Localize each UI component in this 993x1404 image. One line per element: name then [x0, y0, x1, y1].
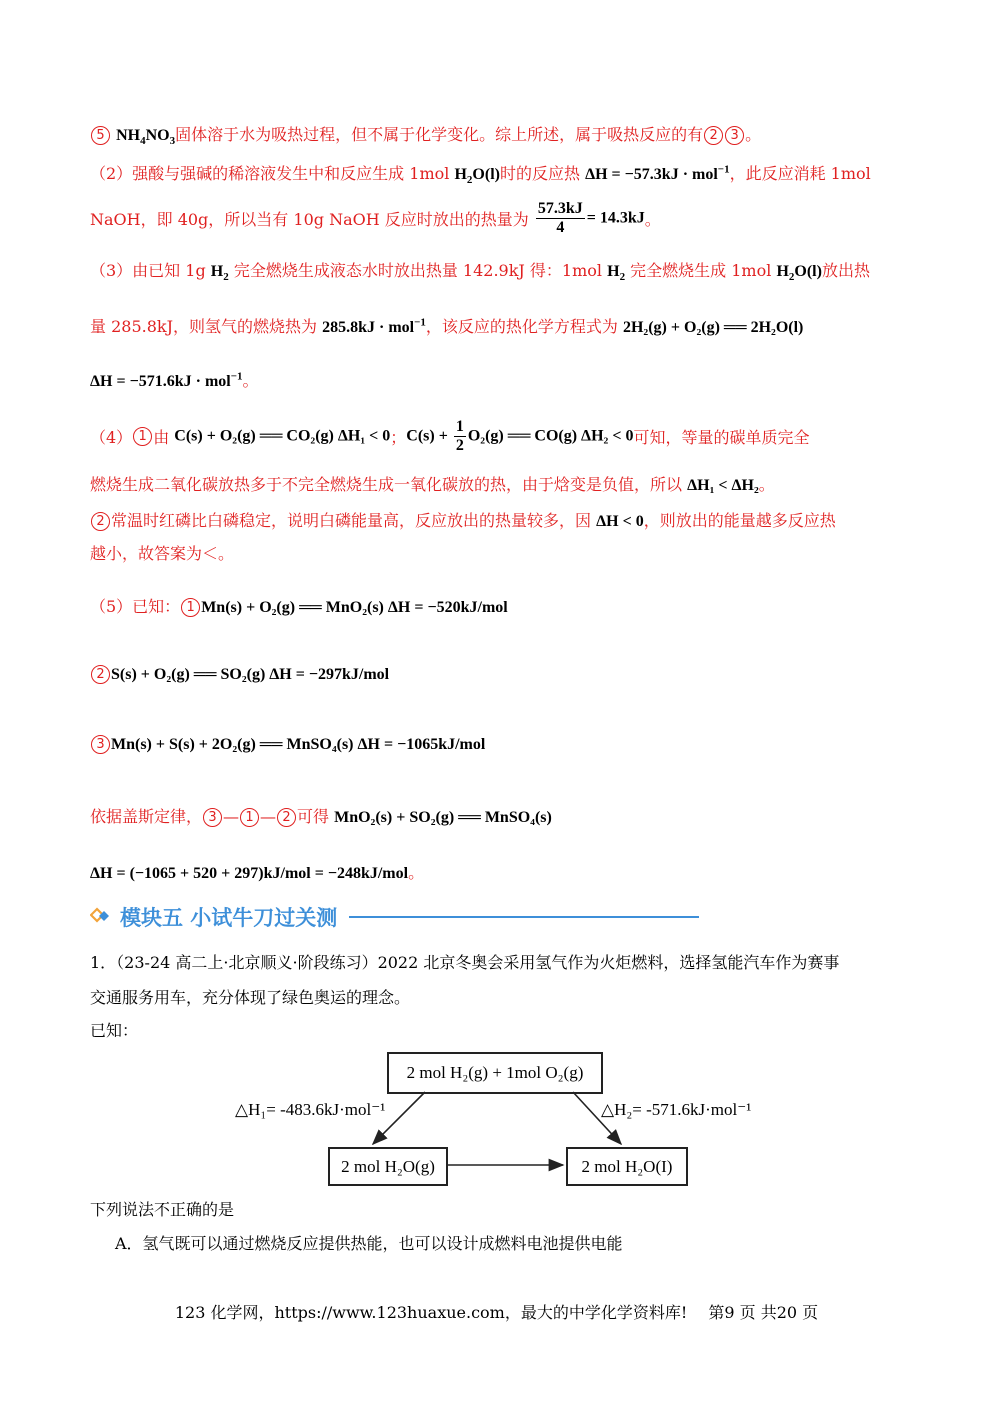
- equation-c-co2: C(s) + O₂(g) ══ CO₂(g) ΔH₁ < 0: [174, 427, 391, 445]
- paragraph-5b-line5: ΔH = (−1065 + 520 + 297)kJ/mol = −248kJ/mol。: [90, 863, 425, 882]
- formula-dh: ΔH = −57.3kJ · mol$^{-1}$: [585, 163, 730, 183]
- arrow-left: [373, 1092, 425, 1144]
- paragraph-4-line3: 2 常温时红磷比白磷稳定，说明白磷能量高，反应放出的热量较多，因 ΔH < 0，则放出的能量越多反应热: [90, 508, 836, 531]
- section-title: 模块五 小试牛刀过关测: [120, 906, 338, 930]
- equation-h2-combustion: 2H₂(g) + O₂(g) ══ 2H₂O(l): [622, 319, 804, 336]
- page-footer: 123 化学网，https://www.123huaxue.com，最大的中学化学资料库! 第9 页 共20 页: [174, 1303, 819, 1322]
- question-1-prompt: 下列说法不正确的是: [90, 1200, 235, 1219]
- formula-dh-compare: ΔH₁ < ΔH₂: [687, 477, 759, 494]
- question-1-given: 已知：: [90, 1021, 139, 1040]
- diagram-label-dh1: △H₁= -483.6kJ·mol⁻¹: [235, 1100, 386, 1119]
- circled-number: 1: [181, 598, 200, 617]
- paragraph-4-line1: （4） 1 由 C(s) + O₂(g) ══ CO₂(g) ΔH₁ < 0；C(s) + $\frac{1}{2}$ O₂(g) ══ CO(g) ΔH₂ < 0可知，等量的碳单质完全: [90, 418, 810, 454]
- circled-number: 2: [277, 808, 296, 827]
- circled-number: 3: [91, 735, 110, 754]
- circled-number: 1: [240, 808, 259, 827]
- circled-number: 3: [725, 126, 744, 145]
- paragraph-3-line3: ΔH = −571.6kJ · mol$^{-1}$。: [90, 370, 259, 390]
- formula-dh: ΔH = −571.6kJ · mol$^{-1}$: [90, 370, 243, 390]
- circled-number: 2: [91, 512, 110, 531]
- paragraph-4-line2: 燃烧生成二氧化碳放热多于不完全燃烧生成一氧化碳放的热，由于焓变是负值，所以 ΔH₁ < ΔH₂。: [90, 475, 775, 494]
- paragraph-3-line1: （3）由已知 1g $H_2$ 完全燃烧生成液态水时放出热量 142.9kJ 得：1mol $H_2$ 完全燃烧生成 1mol $H_2O(l)$放出热: [90, 261, 870, 284]
- diagram-box-h2o-gas: 2 mol H₂O(g): [328, 1147, 448, 1186]
- arrow-right: [573, 1092, 621, 1144]
- circled-number: 1: [133, 427, 152, 446]
- equation-s-so2: S(s) + O₂(g) ══ SO₂(g) ΔH = −297kJ/mol: [111, 666, 390, 683]
- circled-number: 2: [91, 665, 110, 684]
- formula-nh4no3: $NH_4NO_3$: [116, 127, 176, 148]
- formula-h2o: $H_2O(l)$: [454, 166, 500, 187]
- formula-dh-result: ΔH = (−1065 + 520 + 297)kJ/mol = −248kJ/mol: [90, 865, 409, 882]
- paragraph-5: 5 $NH_4NO_3$固体溶于水为吸热过程，但不属于化学变化。综上所述，属于吸热反应的有 2 3 。: [90, 122, 761, 147]
- question-1-line1: 1．（23-24 高二上·北京顺义·阶段练习）2022 北京冬奥会采用氢气作为火炬燃料，选择氢能汽车作为赛事: [90, 953, 840, 972]
- paragraph-2-line2: NaOH，即 40g，所以当有 10g NaOH 反应时放出的热量为 $\frac{57.3kJ}{4}$ = 14.3kJ。: [90, 200, 661, 236]
- question-1-line2: 交通服务用车，充分体现了绿色奥运的理念。: [90, 988, 411, 1007]
- diagram-box-reactants: 2 mol H₂(g) + 1mol O₂(g): [387, 1052, 603, 1094]
- fraction: $\frac{57.3kJ}{4}$: [537, 200, 583, 236]
- paragraph-3-line2: 量 285.8kJ，则氢气的燃烧热为 285.8kJ · mol$^{-1}$，该反应的热化学方程式为 2H₂(g) + O₂(g) ══ 2H₂O(l): [90, 316, 804, 336]
- equation-c-co-part1: C(s) +: [406, 427, 452, 445]
- formula-h2: $H_2$: [210, 263, 229, 284]
- formula-h2o: $H_2O(l)$: [776, 263, 822, 284]
- paragraph-2-line1: （2）强酸与强碱的稀溶液发生中和反应生成 1mol $H_2O(l)$时的反应热 ΔH = −57.3kJ · mol$^{-1}$，此反应消耗 1mol: [90, 163, 871, 187]
- formula-h2: $H_2$: [607, 263, 626, 284]
- diagram-label-dh2: △H₂= -571.6kJ·mol⁻¹: [601, 1100, 752, 1119]
- circled-number: 3: [203, 808, 222, 827]
- equation-mn-mno2: Mn(s) + O₂(g) ══ MnO₂(s) ΔH = −520kJ/mol: [201, 599, 508, 616]
- circled-number: 5: [91, 126, 110, 145]
- diagram-box-h2o-liquid: 2 mol H₂O(I): [566, 1147, 688, 1186]
- formula-dh-negative: ΔH < 0: [596, 513, 644, 530]
- circled-number: 2: [704, 126, 723, 145]
- fraction: $\frac{1}{2}$: [455, 418, 464, 454]
- option-a[interactable]: A．氢气既可以通过燃烧反应提供热能，也可以设计成燃料电池提供电能: [115, 1234, 623, 1253]
- paragraph-5b-line4: 依据盖斯定律， 3 — 1 — 2 可得 MnO₂(s) + SO₂(g) ══ MnSO₄(s): [90, 807, 552, 826]
- paragraph-4-line4: 越小，故答案为＜。: [90, 544, 235, 563]
- equation-hess-result: MnO₂(s) + SO₂(g) ══ MnSO₄(s): [334, 809, 552, 826]
- equation-c-co-part2: O₂(g) ══ CO(g) ΔH₂ < 0: [467, 427, 634, 445]
- equation-mnso4: Mn(s) + S(s) + 2O₂(g) ══ MnSO₄(s) ΔH = −1065kJ/mol: [111, 736, 486, 753]
- paragraph-5b-line1: （5）已知： 1 Mn(s) + O₂(g) ══ MnO₂(s) ΔH = −520kJ/mol: [90, 597, 508, 616]
- formula-heat: 285.8kJ · mol$^{-1}$: [322, 316, 426, 336]
